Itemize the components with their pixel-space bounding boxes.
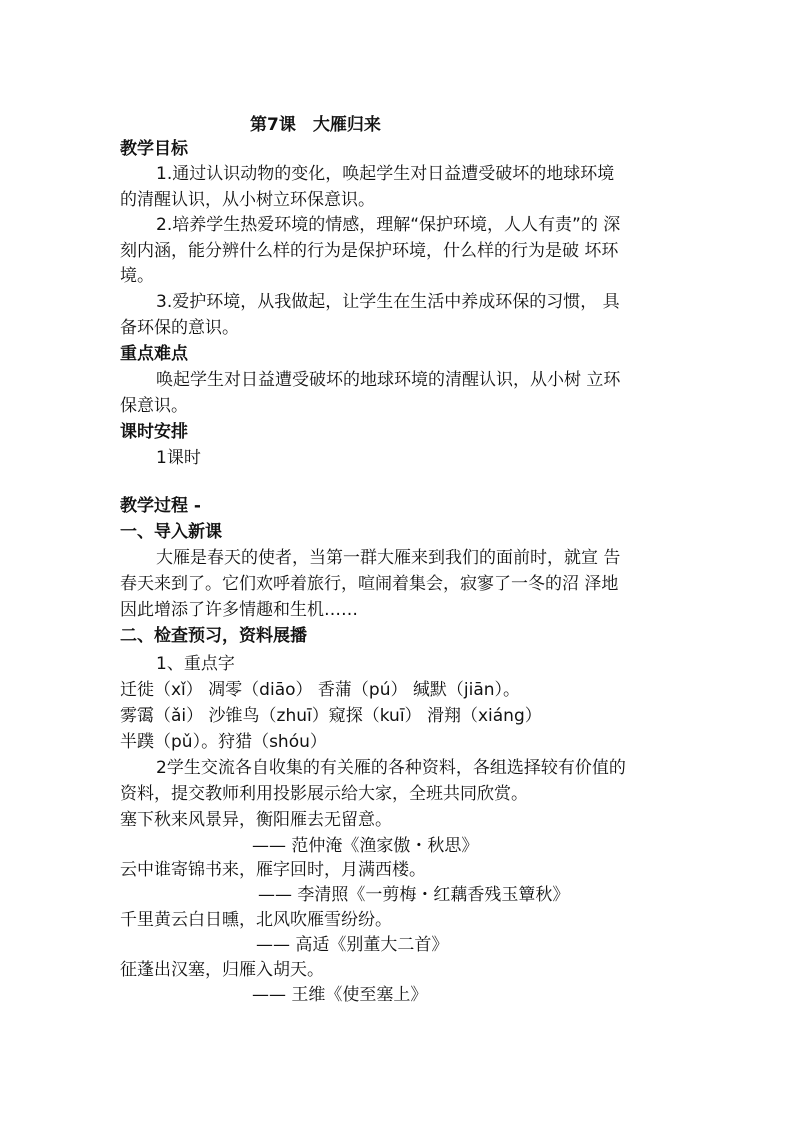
part-1-heading: 一、导入新课 [120, 522, 222, 542]
time-value: 1课时 [156, 448, 201, 468]
poem-4: 征蓬出汉塞，归雁入胡天。 [120, 960, 324, 980]
vocab-line-3: 半蹼（pǔ）。狩猎（shóu） [120, 732, 327, 752]
goals-heading: 教学目标 [120, 139, 188, 159]
part-1-line-3: 因此增添了许多情趣和生机…… [120, 600, 358, 620]
part-2-heading: 二、检查预习，资料展播 [120, 626, 307, 646]
key-points-heading: 重点难点 [120, 344, 188, 364]
time-heading: 课时安排 [120, 422, 188, 442]
poem-2-source: —— 李清照《一剪梅・红藕香残玉簟秋》 [258, 885, 570, 905]
vocab-heading: 1、重点字 [156, 654, 235, 674]
poem-3: 千里黄云白日曛，北风吹雁雪纷纷。 [120, 910, 392, 930]
goal-2-line-1: 2.培养学生热爱环境的情感，理解“保护环境，人人有责”的 深 [156, 215, 621, 235]
key-points-line-2: 保意识。 [120, 396, 188, 416]
share-line-2: 资料，提交教师利用投影展示给大家，全班共同欣赏。 [120, 784, 528, 804]
goal-3-line-1: 3.爱护环境，从我做起，让学生在生活中养成环保的习惯， 具 [156, 292, 620, 312]
goal-2-line-3: 境。 [120, 266, 154, 286]
poem-3-source: —— 高适《别董大二首》 [256, 935, 449, 955]
key-points-line-1: 唤起学生对日益遭受破坏的地球环境的清醒认识，从小树 立环 [156, 370, 621, 390]
poem-4-source: —— 王维《使至塞上》 [252, 985, 428, 1005]
poem-1: 塞下秋来风景异，衡阳雁去无留意。 [120, 810, 392, 830]
process-heading: 教学过程 - [120, 496, 201, 516]
vocab-line-1: 迁徙（xǐ） 凋零（diāo） 香蒲（pú） 缄默（jiān）。 [120, 680, 521, 700]
lesson-title: 第7课 大雁归来 [250, 115, 381, 135]
goal-1-line-1: 1.通过认识动物的变化，唤起学生对日益遭受破坏的地球环境 [156, 164, 615, 184]
vocab-line-2: 雾霭（ǎi） 沙锥鸟（zhuī）窥探（kuī） 滑翔（xiáng） [120, 706, 542, 726]
goal-1-line-2: 的清醒认识，从小树立环保意识。 [120, 190, 375, 210]
poem-1-source: —— 范仲淹《渔家傲・秋思》 [252, 836, 479, 856]
part-1-line-2: 春天来到了。它们欢呼着旅行，喧闹着集会，寂寥了一冬的沼 泽地 [120, 574, 619, 594]
poem-2: 云中谁寄锦书来，雁字回时，月满西楼。 [120, 860, 426, 880]
part-1-line-1: 大雁是春天的使者，当第一群大雁来到我们的面前时，就宣 告 [156, 548, 621, 568]
goal-2-line-2: 刻内涵，能分辨什么样的行为是保护环境，什么样的行为是破 坏环 [120, 241, 619, 261]
goal-3-line-2: 备环保的意识。 [120, 318, 239, 338]
share-line-1: 2学生交流各自收集的有关雁的各种资料，各组选择较有价值的 [156, 758, 626, 778]
